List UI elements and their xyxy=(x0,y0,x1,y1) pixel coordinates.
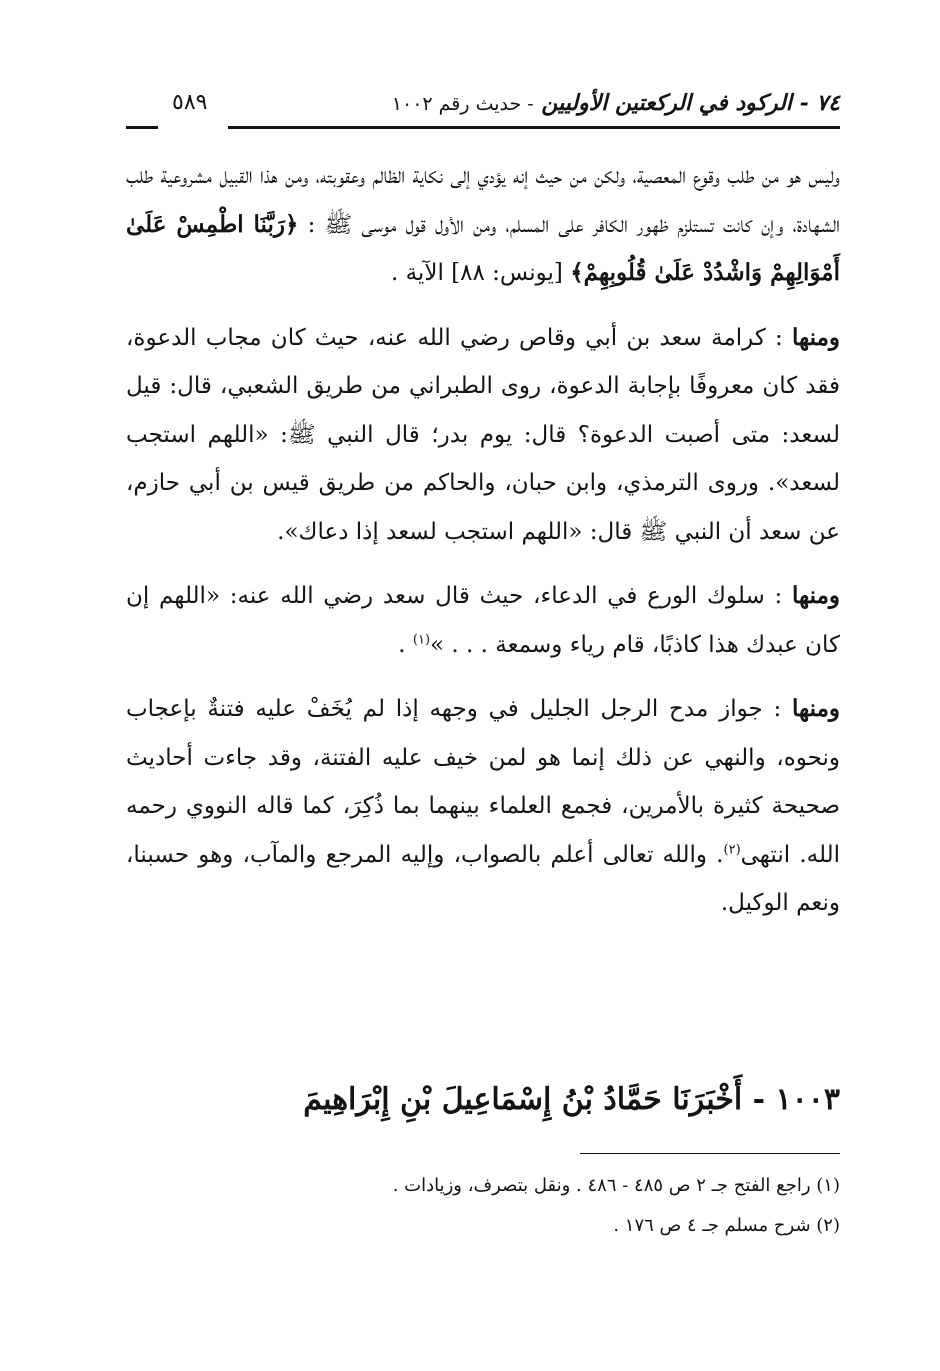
page-number: ٥٨٩ xyxy=(172,90,208,115)
footnote-ref-1[interactable]: (١) xyxy=(412,631,431,647)
paragraph-1 xyxy=(126,152,840,298)
paragraph-1-text: وليس هو من طلب وقوع المعصية، ولكن من حيث إنه يؤدي إلى نكاية الظالم وعقوبته، ومن هذا القبيل مشروعية طلب الشهادة، وإن كانت تستلزم ظهور الكافر على المسلم، ومن الأول قول موسى ﷺ : xyxy=(126,163,840,238)
verse-reference: [يونس: ٨٨] الآية . xyxy=(390,260,571,286)
paragraph-2 xyxy=(126,314,840,557)
footnote-2: (٢) شرح مسلم جـ ٤ ص ١٧٦ . xyxy=(613,1215,840,1236)
paragraph-3-lead: ومنها xyxy=(792,582,840,609)
paragraph-4-end: . والله تعالى أعلم بالصواب، وإليه المرجع والمآب، وهو حسبنا، ونعم الوكيل. xyxy=(126,841,840,916)
main-text xyxy=(126,152,840,928)
footnote-1: (١) راجع الفتح جـ ٢ ص ٤٨٥ - ٤٨٦ . ونقل بتصرف، وزيادات . xyxy=(392,1175,840,1196)
footnotes xyxy=(126,1166,840,1246)
chapter-title-main: ٧٤ - الركود في الركعتين الأوليين xyxy=(541,90,840,116)
hadith-1003-start: ١٠٠٣ - أَخْبَرَنَا حَمَّادُ بْنُ إِسْمَاعِيلَ بْنِ إِبْرَاهِيمَ xyxy=(303,1082,840,1117)
paragraph-3-text: : سلوك الورع في الدعاء، حيث قال سعد رضي الله عنه: «اللهم إن كان عبدك هذا كاذبًا، قام رياء وسمعة . . . » xyxy=(126,583,840,658)
paragraph-3-end: . xyxy=(398,631,413,658)
footnote-divider xyxy=(580,1153,840,1154)
footnote-ref-2[interactable]: (٢) xyxy=(723,841,741,857)
page-header xyxy=(126,84,840,134)
paragraph-2-lead: ومنها xyxy=(792,323,840,351)
paragraph-4-lead: ومنها xyxy=(792,695,840,722)
page-number-divider xyxy=(126,126,158,129)
chapter-title xyxy=(392,90,840,116)
paragraph-4-text: : جواز مدح الرجل الجليل في وجهه إذا لم يُخَفْ عليه فتنةٌ بإعجاب ونحوه، والنهي عن ذلك إنما هو لمن خيف عليه الفتنة، وقد جاءت أحاديث صحيحة كثيرة بالأمرين، فجمع العلماء بينهما بما ذُكِرَ، كما قاله النووي رحمه الله. انتهى xyxy=(126,696,840,868)
hadith-number-label: - حديث رقم ١٠٠٢ xyxy=(391,93,534,115)
paragraph-3 xyxy=(126,572,840,669)
paragraph-2-text: : كرامة سعد بن أبي وقاص رضي الله عنه، حيث كان مجاب الدعوة، فقد كان معروفًا بإجابة الدعوة، روى الطبراني من طريق الشعبي، قال: قيل لسعد: متى أصبت الدعوة؟ قال: يوم بدر؛ قال النبي ﷺ: «اللهم استجب لسعد». وروى الترمذي، وابن حبان، والحاكم من طريق قيس بن أبي حازم، عن سعد أن النبي ﷺ قال: «اللهم استجب لسعد إذا دعاك». xyxy=(126,324,840,545)
header-divider xyxy=(228,126,840,129)
quran-verse: ﴿رَبَّنَا اطْمِسْ عَلَىٰ أَمْوَالِهِمْ وَاشْدُدْ عَلَىٰ قُلُوبِهِمْ﴾ xyxy=(126,210,840,286)
paragraph-4 xyxy=(126,685,840,928)
